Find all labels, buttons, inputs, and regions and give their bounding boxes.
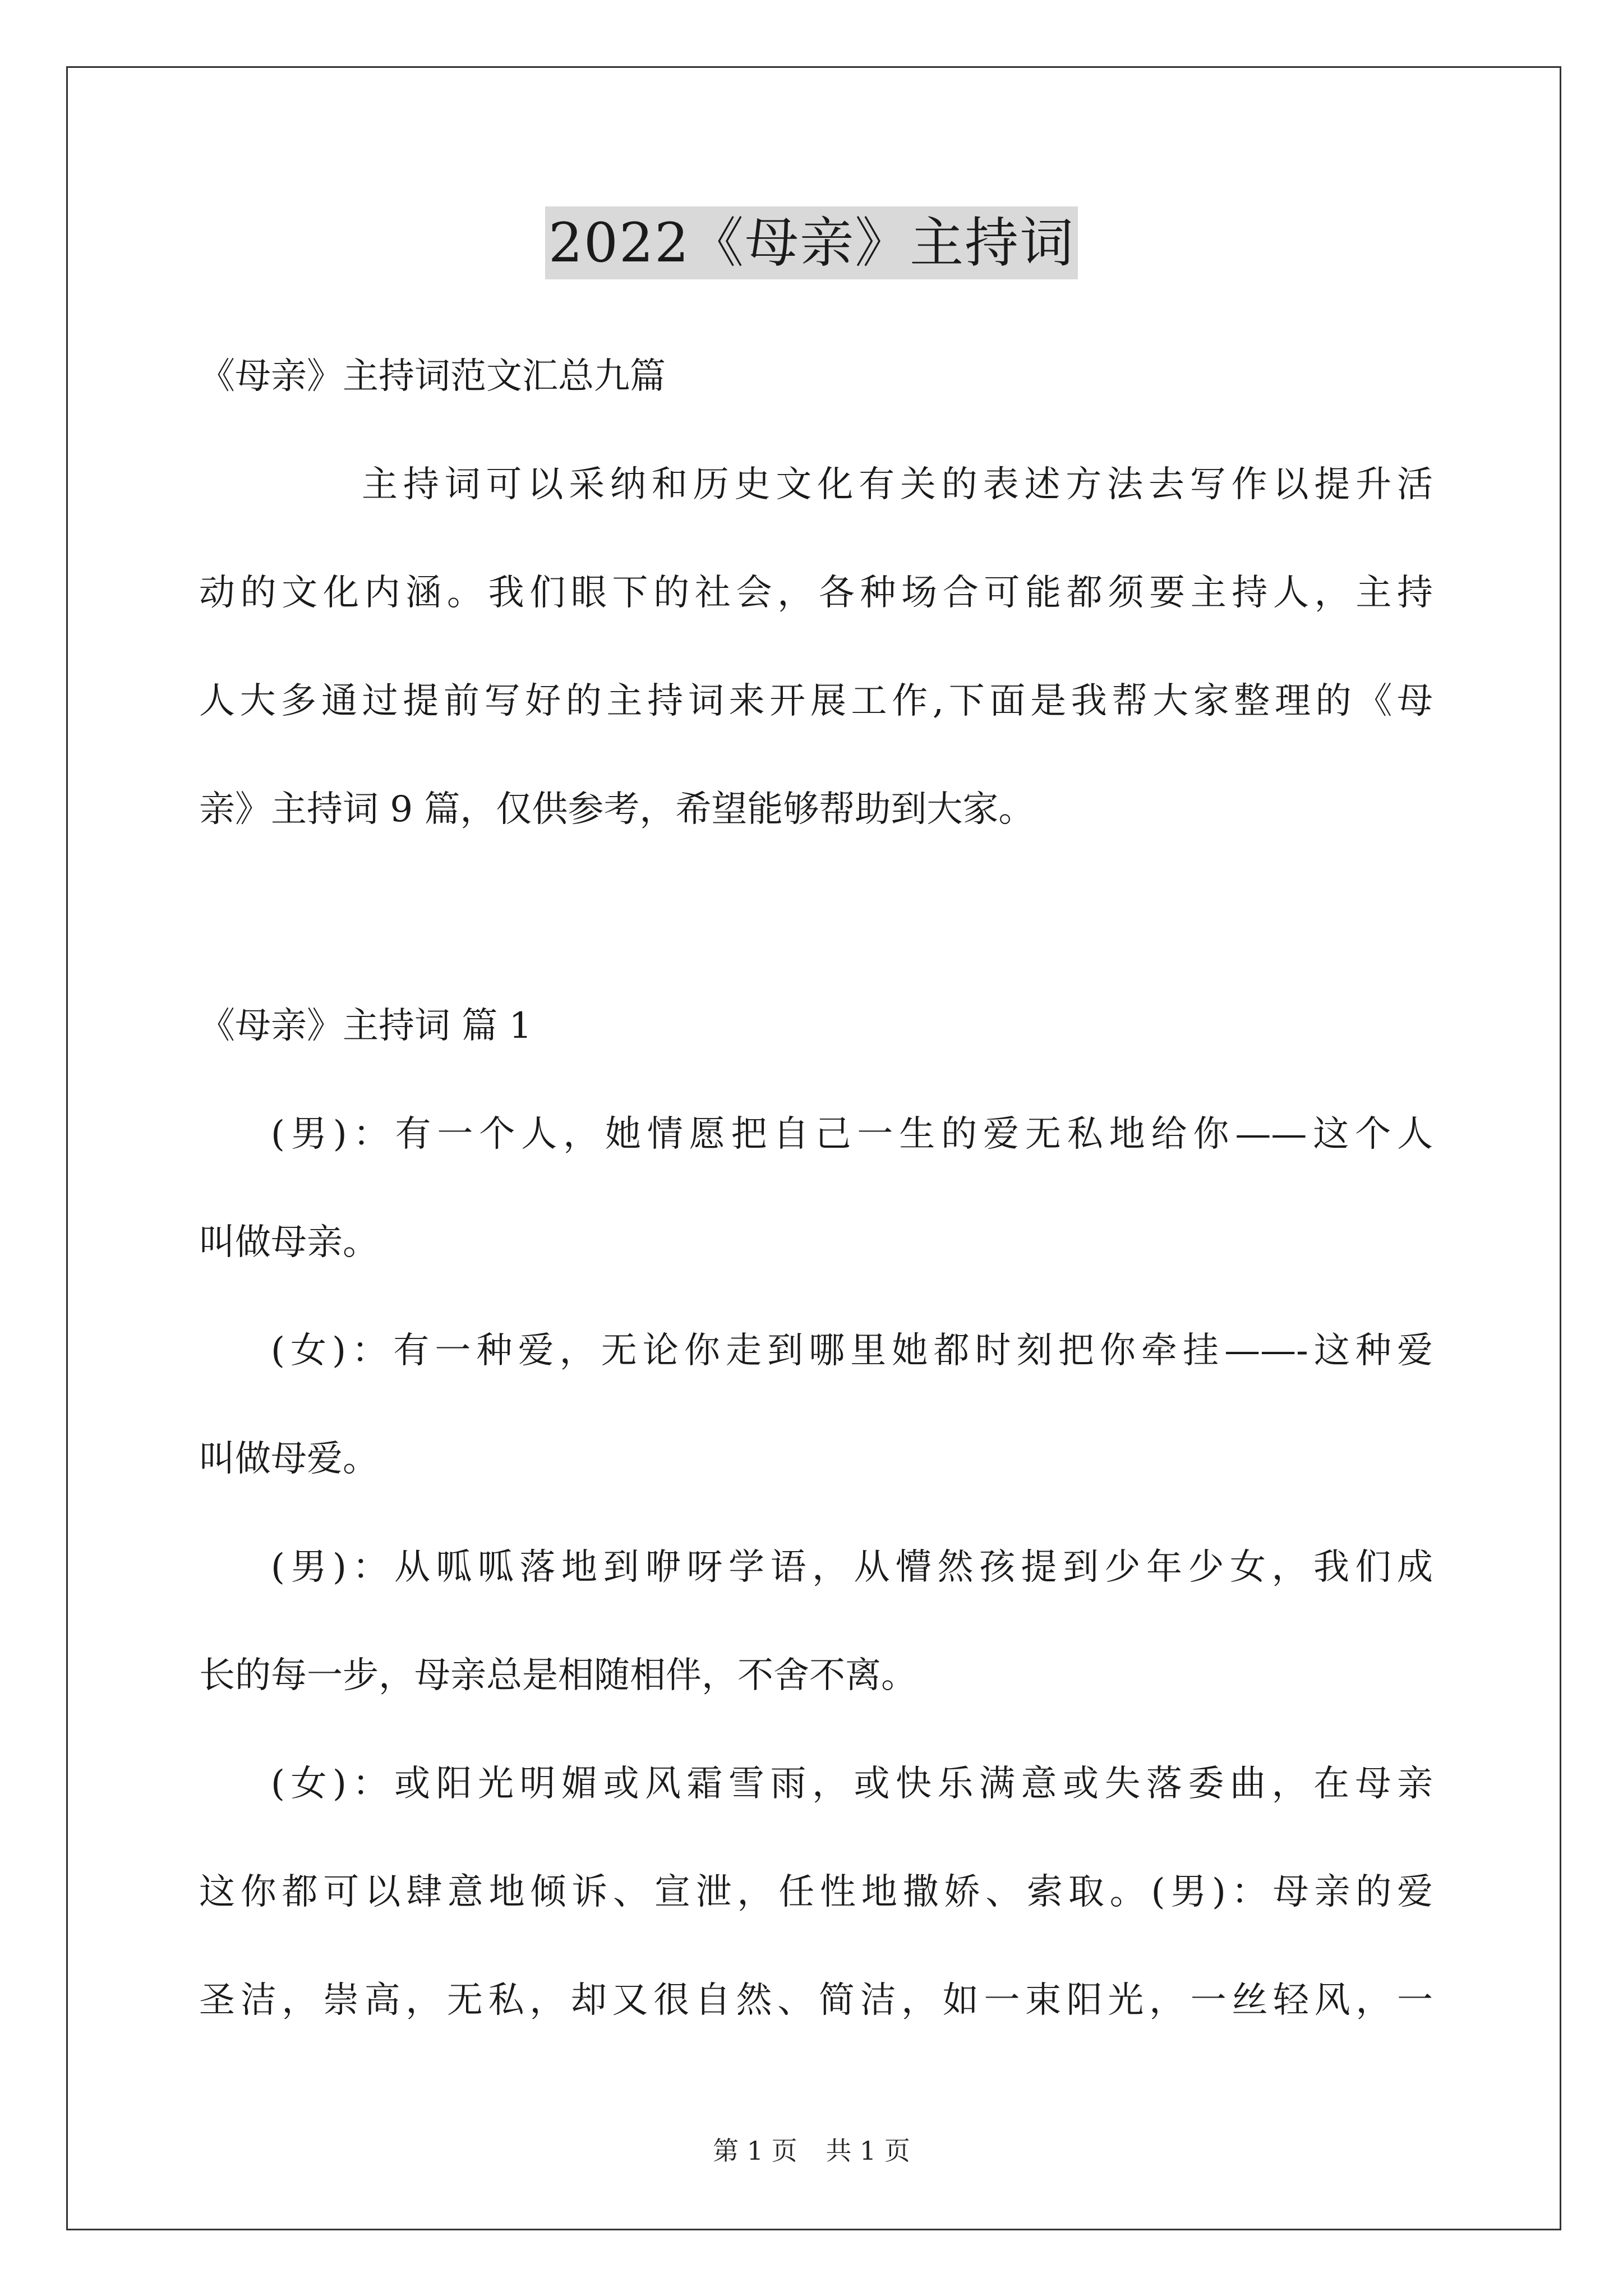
body-line: 叫做母亲。 — [199, 1222, 379, 1263]
intro-line: 主持词可以采纳和历史文化有关的表述方法去写作以提升活 — [362, 464, 1433, 505]
subtitle: 《母亲》主持词范文汇总九篇 — [199, 356, 666, 397]
body-line: 长的每一步，母亲总是相随相伴，不舍不离。 — [199, 1655, 917, 1696]
intro-line: 人大多通过提前写好的主持词来开展工作,下面是我帮大家整理的《母 — [199, 680, 1433, 722]
page-footer — [0, 2134, 1623, 2168]
intro-line: 亲》主持词 9 篇，仅供参考，希望能够帮助到大家。 — [199, 789, 1035, 830]
body-line: (女)：有一种爱，无论你走到哪里她都时刻把你牵挂——-这种爱 — [271, 1330, 1433, 1372]
body-line: (女)：或阳光明媚或风霜雪雨，或快乐满意或失落委曲，在母亲 — [271, 1763, 1433, 1805]
document-body — [199, 323, 1433, 2055]
body-line: 圣洁，崇高，无私，却又很自然、简洁，如一束阳光，一丝轻风，一 — [199, 1980, 1433, 2021]
page-number: 第 1 页 — [713, 2136, 797, 2166]
body-line: (男)：有一个人，她情愿把自己一生的爱无私地给你——这个人 — [271, 1114, 1433, 1155]
body-line: (男)：从呱呱落地到咿呀学语，从懵然孩提到少年少女，我们成 — [271, 1547, 1433, 1588]
body-line: 叫做母爱。 — [199, 1438, 379, 1480]
document-title: 2022《母亲》主持词 — [545, 206, 1078, 279]
intro-line: 动的文化内涵。我们眼下的社会，各种场合可能都须要主持人，主持 — [199, 572, 1433, 614]
body-line: 这你都可以肆意地倾诉、宣泄，任性地撒娇、索取。(男)：母亲的爱 — [199, 1871, 1433, 1913]
section-heading: 《母亲》主持词 篇 1 — [199, 1005, 532, 1047]
title-container — [0, 206, 1623, 279]
page-total: 共 1 页 — [826, 2136, 910, 2166]
